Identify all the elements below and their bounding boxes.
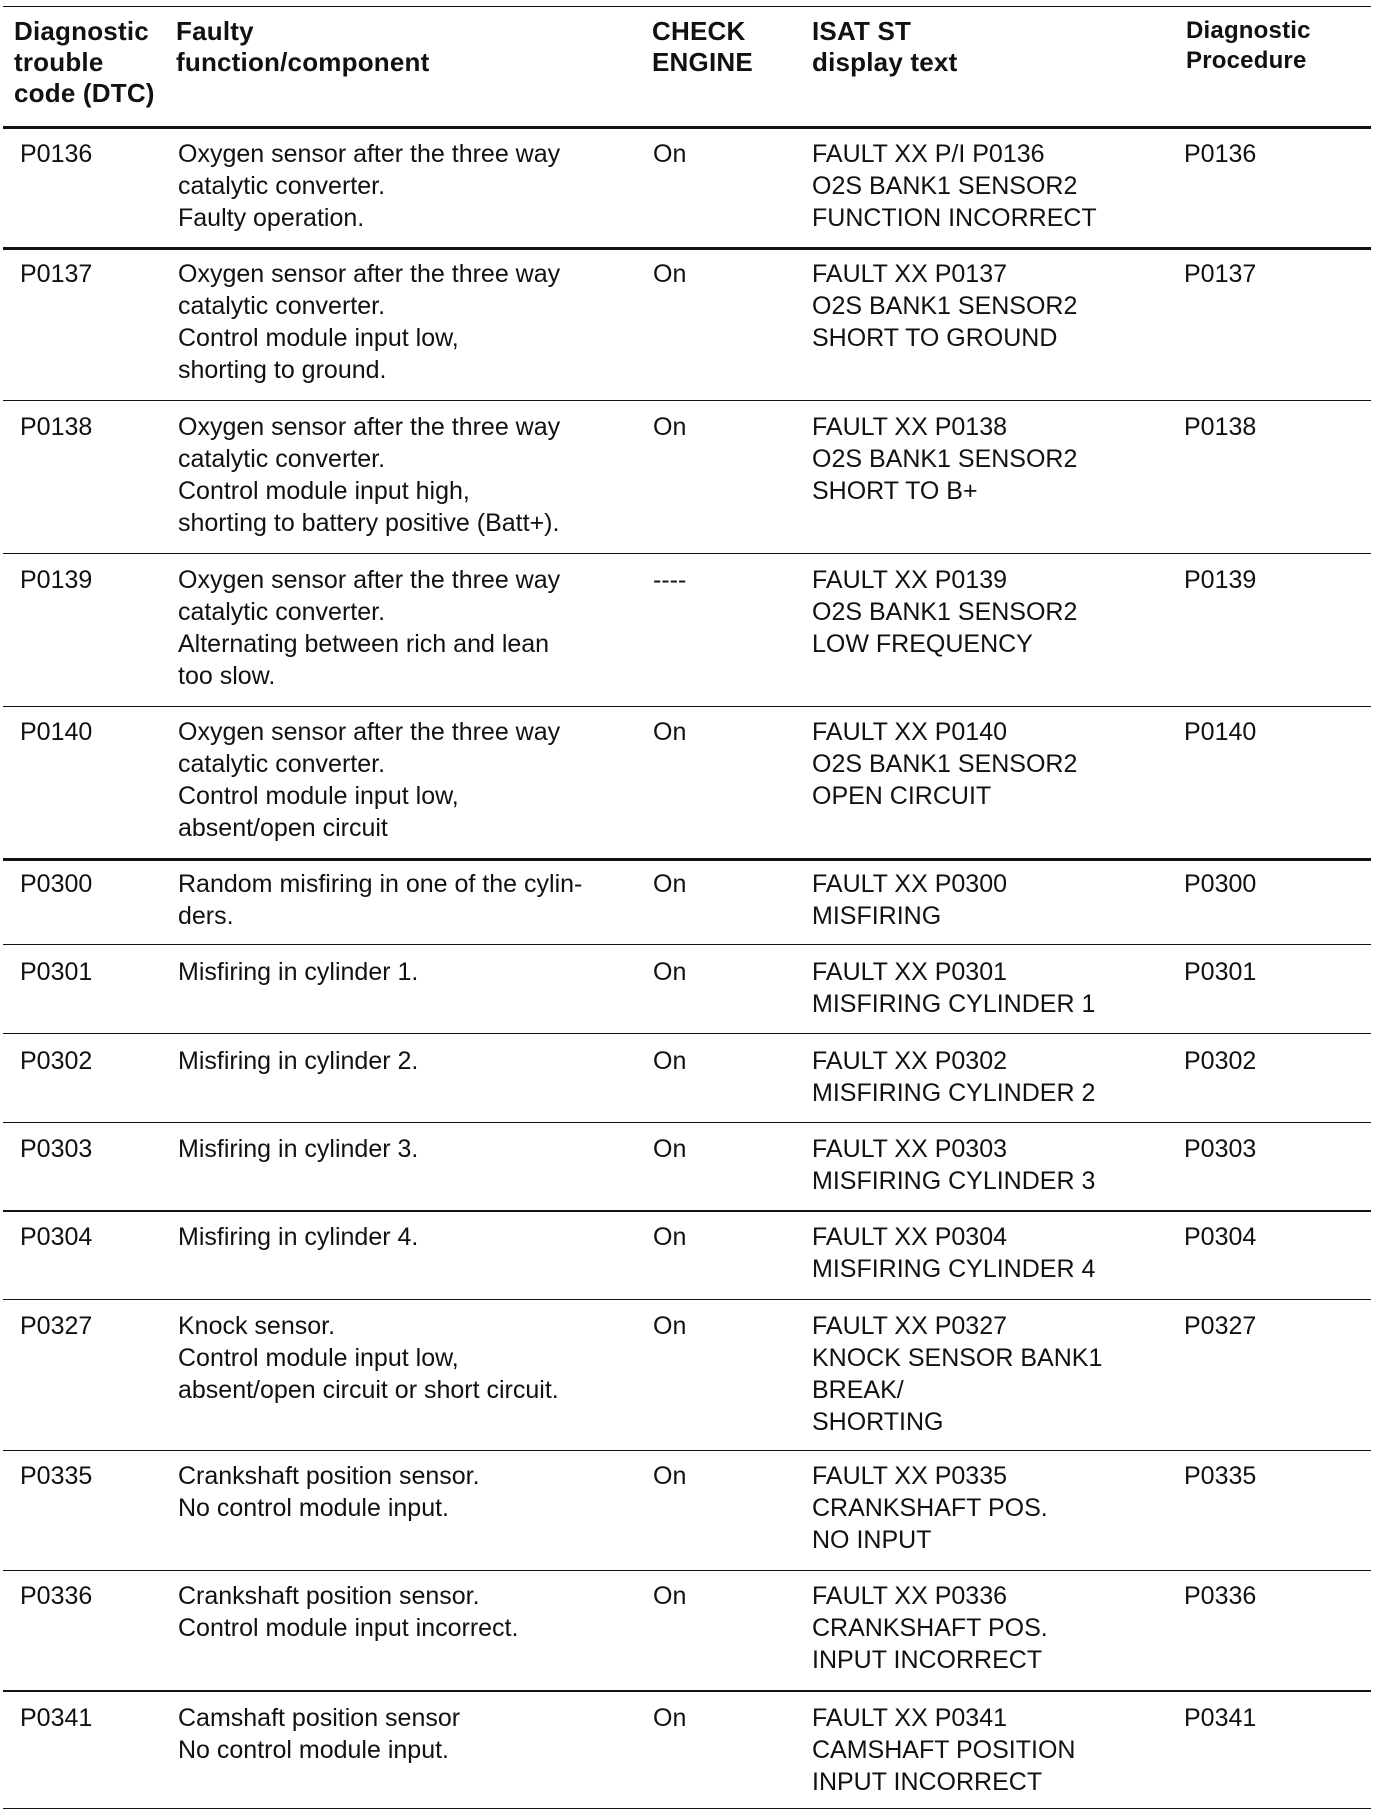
faulty-function: Camshaft position sensor No control module input.: [178, 1704, 461, 1764]
dtc-code: P0303: [20, 1135, 93, 1163]
header-dtc: Diagnostic trouble code (DTC): [14, 16, 155, 108]
dtc-code: P0139: [20, 566, 93, 594]
check-engine-status: On: [653, 1135, 687, 1163]
diagnostic-procedure: P0301: [1184, 958, 1257, 986]
diagnostic-procedure: P0336: [1184, 1582, 1257, 1610]
dtc-code: P0302: [20, 1047, 93, 1075]
diagnostic-procedure: P0140: [1184, 718, 1257, 746]
diagnostic-procedure: P0304: [1184, 1223, 1257, 1251]
faulty-function: Misfiring in cylinder 1.: [178, 958, 419, 986]
header-function: Faulty function/component: [176, 16, 430, 77]
faulty-function: Oxygen sensor after the three way catalytic converter. Control module input low, shorting to ground.: [178, 260, 561, 384]
faulty-function: Oxygen sensor after the three way catalytic converter. Faulty operation.: [178, 140, 561, 232]
diagnostic-procedure: P0303: [1184, 1135, 1257, 1163]
dtc-code: P0140: [20, 718, 93, 746]
dtc-code: P0335: [20, 1462, 93, 1490]
header-rule: [3, 126, 1371, 129]
top-rule: [3, 6, 1371, 7]
row-separator: [3, 1450, 1371, 1451]
isat-display-text: FAULT XX P0341 CAMSHAFT POSITION INPUT INCORRECT: [812, 1704, 1076, 1796]
check-engine-status: On: [653, 1582, 687, 1610]
isat-display-text: FAULT XX P0137 O2S BANK1 SENSOR2 SHORT TO GROUND: [812, 260, 1078, 352]
faulty-function: Misfiring in cylinder 3.: [178, 1135, 419, 1163]
diagnostic-procedure: P0335: [1184, 1462, 1257, 1490]
check-engine-status: On: [653, 140, 687, 168]
faulty-function: Random misfiring in one of the cylin- ders.: [178, 870, 583, 930]
header-isat: ISAT ST display text: [812, 16, 958, 77]
diagnostic-procedure: P0300: [1184, 870, 1257, 898]
row-separator: [3, 247, 1371, 250]
check-engine-status: On: [653, 1462, 687, 1490]
isat-display-text: FAULT XX P0139 O2S BANK1 SENSOR2 LOW FREQUENCY: [812, 566, 1078, 658]
row-separator: [3, 1299, 1371, 1300]
isat-display-text: FAULT XX P0138 O2S BANK1 SENSOR2 SHORT TO B+: [812, 413, 1078, 505]
row-separator: [3, 944, 1371, 945]
row-separator: [3, 1690, 1371, 1692]
check-engine-status: On: [653, 718, 687, 746]
check-engine-status: On: [653, 1704, 687, 1732]
row-separator: [3, 858, 1371, 861]
dtc-code: P0301: [20, 958, 93, 986]
faulty-function: Knock sensor. Control module input low, absent/open circuit or short circuit.: [178, 1312, 559, 1404]
header-check-engine: CHECK ENGINE: [652, 16, 753, 77]
check-engine-status: ----: [653, 566, 687, 594]
dtc-code: P0327: [20, 1312, 93, 1340]
check-engine-status: On: [653, 1312, 687, 1340]
diagnostic-procedure: P0327: [1184, 1312, 1257, 1340]
check-engine-status: On: [653, 1223, 687, 1251]
faulty-function: Misfiring in cylinder 4.: [178, 1223, 419, 1251]
dtc-code: P0136: [20, 140, 93, 168]
faulty-function: Oxygen sensor after the three way catalytic converter. Control module input high, shorting to battery positive (Batt+).: [178, 413, 561, 537]
diagnostic-procedure: P0139: [1184, 566, 1257, 594]
isat-display-text: FAULT XX P0140 O2S BANK1 SENSOR2 OPEN CIRCUIT: [812, 718, 1078, 810]
row-separator: [3, 1570, 1371, 1571]
isat-display-text: FAULT XX P0335 CRANKSHAFT POS. NO INPUT: [812, 1462, 1048, 1554]
isat-display-text: FAULT XX P0336 CRANKSHAFT POS. INPUT INCORRECT: [812, 1582, 1048, 1674]
row-separator: [3, 1210, 1371, 1212]
isat-display-text: FAULT XX P0300 MISFIRING: [812, 870, 1008, 930]
isat-display-text: FAULT XX P0303 MISFIRING CYLINDER 3: [812, 1135, 1096, 1195]
diagnostic-procedure: P0302: [1184, 1047, 1257, 1075]
isat-display-text: FAULT XX P0302 MISFIRING CYLINDER 2: [812, 1047, 1096, 1107]
faulty-function: Crankshaft position sensor. No control module input.: [178, 1462, 480, 1522]
check-engine-status: On: [653, 413, 687, 441]
faulty-function: Misfiring in cylinder 2.: [178, 1047, 419, 1075]
check-engine-status: On: [653, 958, 687, 986]
diagnostic-procedure: P0341: [1184, 1704, 1257, 1732]
row-separator: [3, 1808, 1371, 1809]
header-procedure: Diagnostic Procedure: [1186, 17, 1311, 74]
faulty-function: Oxygen sensor after the three way catalytic converter. Alternating between rich and lean too slow.: [178, 566, 561, 690]
check-engine-status: On: [653, 260, 687, 288]
faulty-function: Oxygen sensor after the three way catalytic converter. Control module input low, absent/open circuit: [178, 718, 561, 842]
diagnostic-procedure: P0137: [1184, 260, 1257, 288]
dtc-code: P0304: [20, 1223, 93, 1251]
dtc-code: P0300: [20, 870, 93, 898]
dtc-code: P0341: [20, 1704, 93, 1732]
faulty-function: Crankshaft position sensor. Control module input incorrect.: [178, 1582, 519, 1642]
diagnostic-procedure: P0138: [1184, 413, 1257, 441]
dtc-code: P0336: [20, 1582, 93, 1610]
dtc-code: P0137: [20, 260, 93, 288]
row-separator: [3, 1033, 1371, 1034]
row-separator: [3, 553, 1371, 554]
check-engine-status: On: [653, 1047, 687, 1075]
row-separator: [3, 400, 1371, 401]
row-separator: [3, 706, 1371, 707]
row-separator: [3, 1122, 1371, 1123]
isat-display-text: FAULT XX P0327 KNOCK SENSOR BANK1 BREAK/ SHORTING: [812, 1312, 1103, 1436]
isat-display-text: FAULT XX P/I P0136 O2S BANK1 SENSOR2 FUNCTION INCORRECT: [812, 140, 1097, 232]
diagnostic-procedure: P0136: [1184, 140, 1257, 168]
isat-display-text: FAULT XX P0304 MISFIRING CYLINDER 4: [812, 1223, 1096, 1283]
dtc-code: P0138: [20, 413, 93, 441]
check-engine-status: On: [653, 870, 687, 898]
isat-display-text: FAULT XX P0301 MISFIRING CYLINDER 1: [812, 958, 1096, 1018]
